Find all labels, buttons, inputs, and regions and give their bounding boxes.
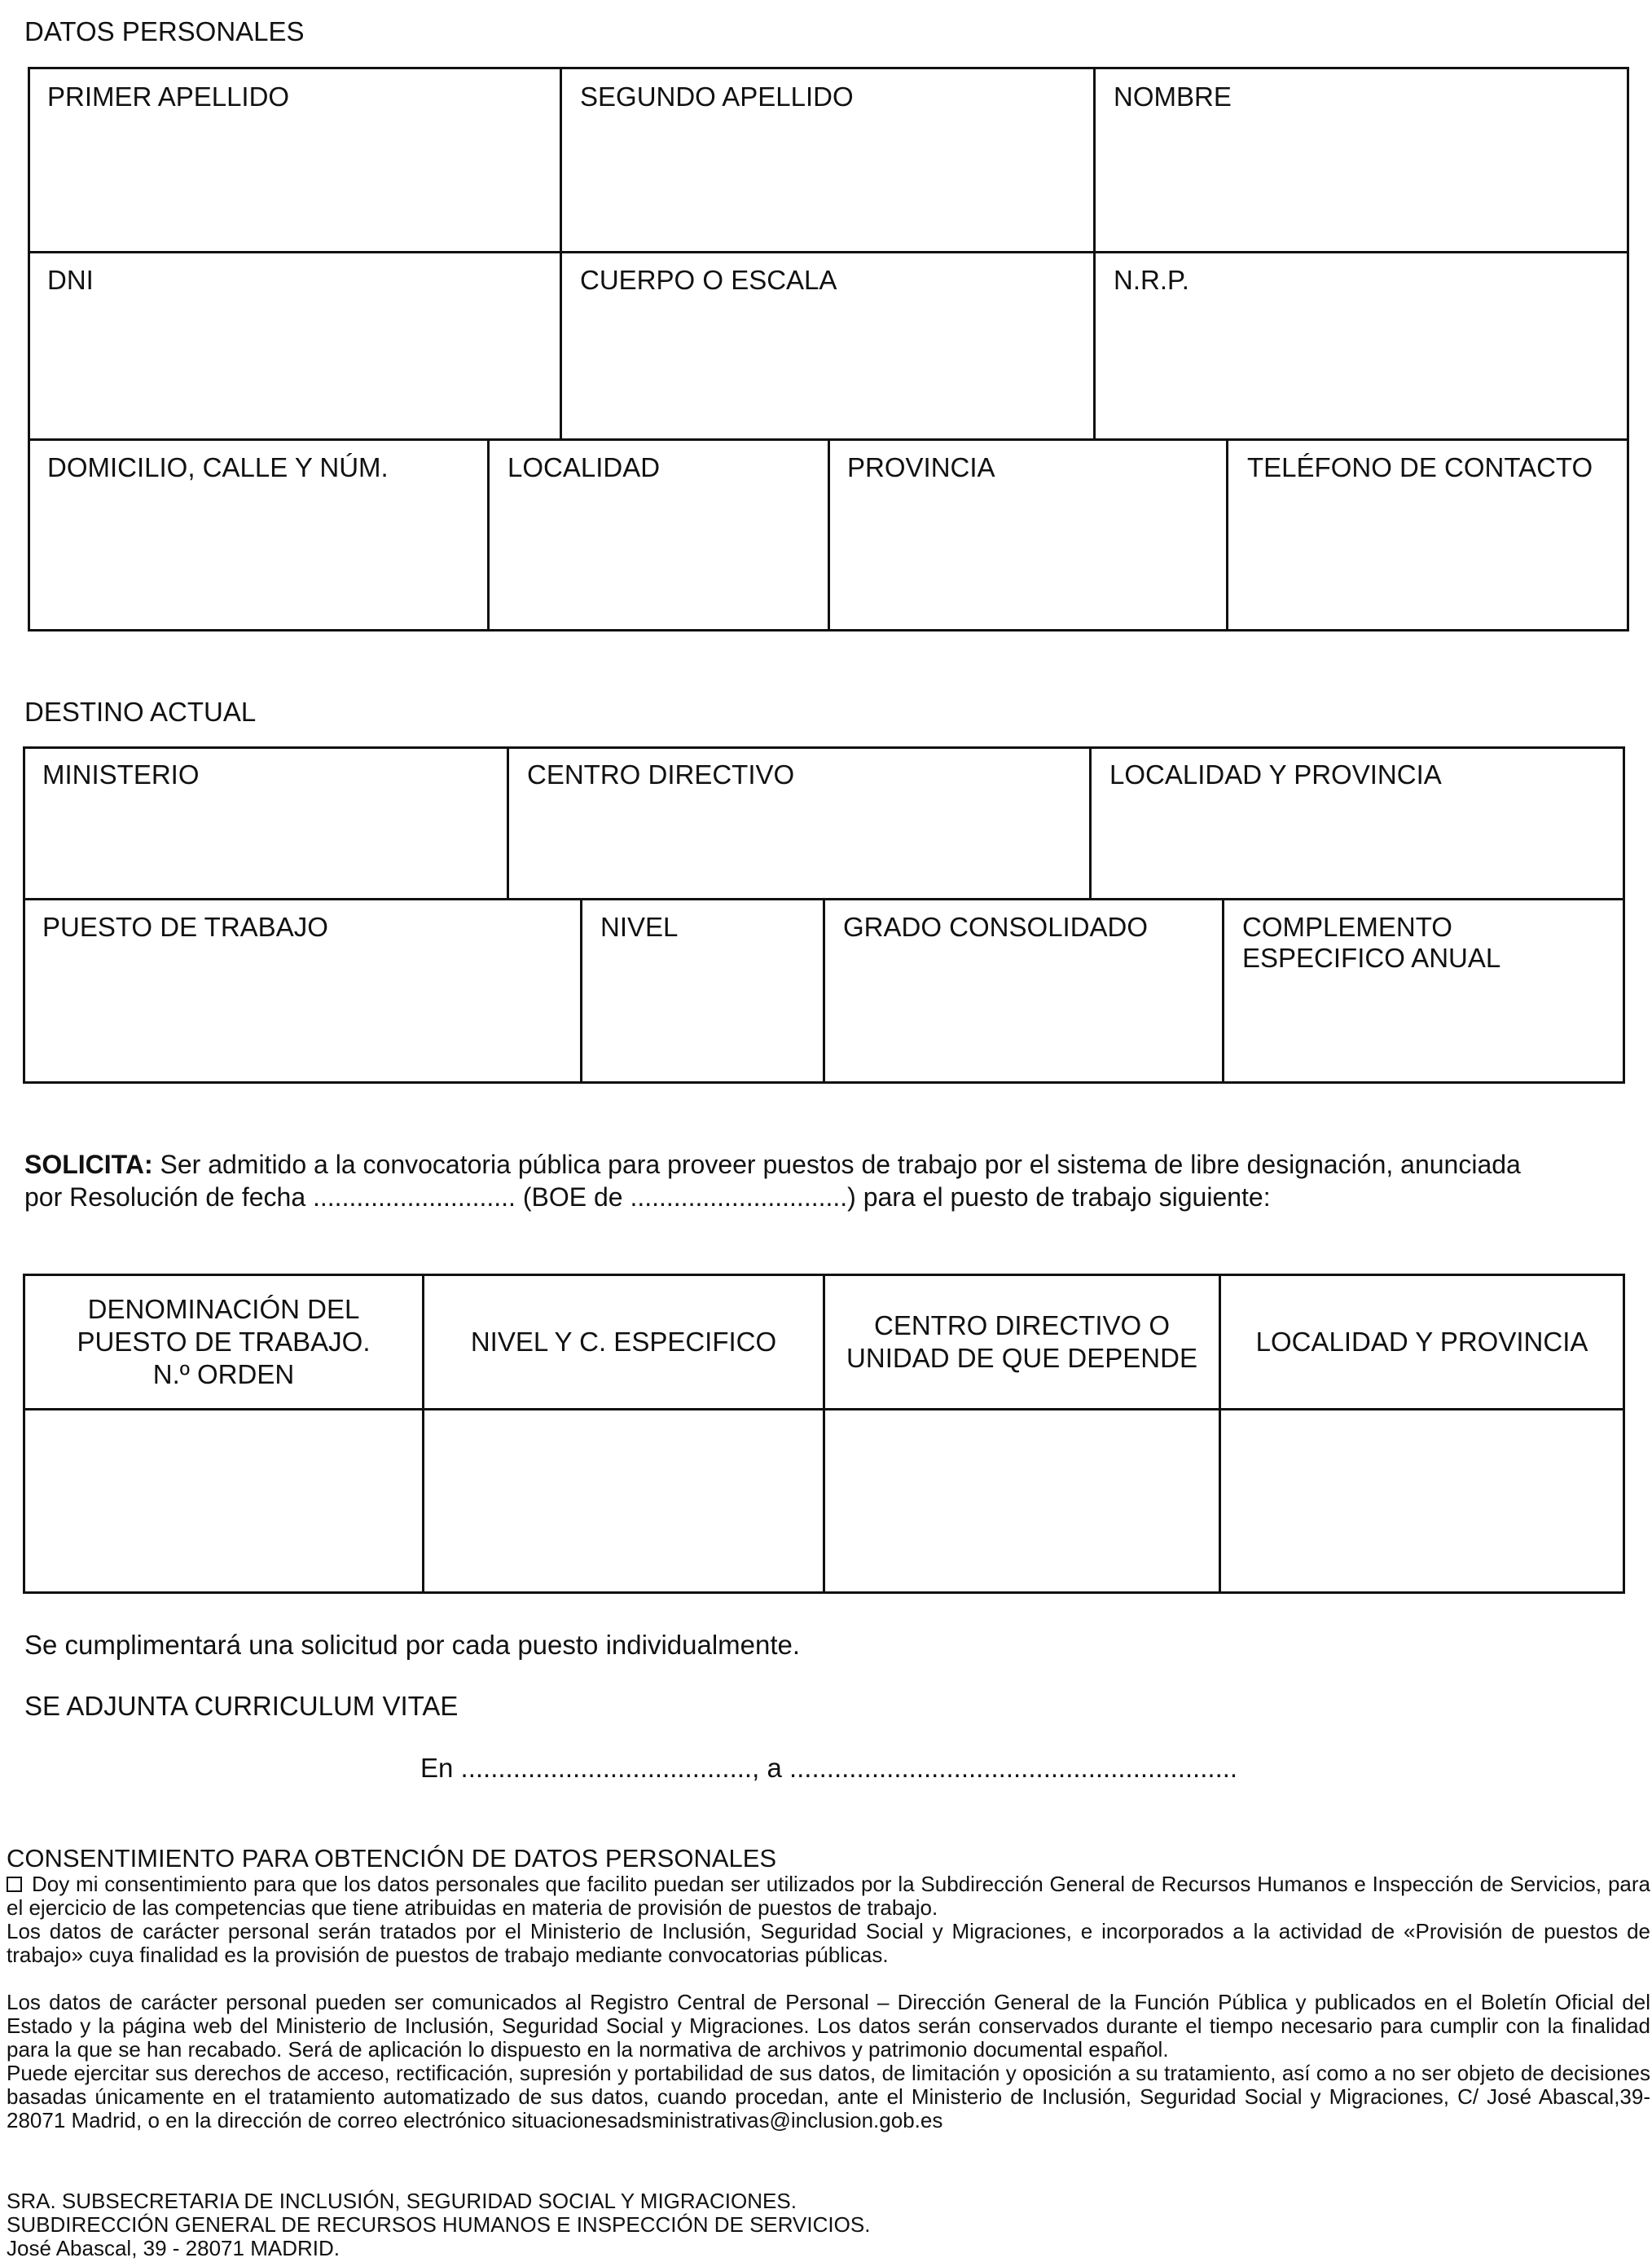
cell-centro-directivo-input[interactable]: [825, 1410, 1219, 1591]
destinatario-line3: José Abascal, 39 - 28071 MADRID.: [7, 2236, 340, 2260]
consent-checkbox[interactable]: [7, 1877, 22, 1892]
solicita-line2: por Resolución de fecha ............................ (BOE de ..............................) para el puesto de trabajo siguiente:: [24, 1182, 1271, 1212]
solicita-paragraph: [24, 1148, 1637, 1213]
consentimiento-comunicacion: Los datos de carácter personal pueden ser comunicados al Registro Central de Personal – Dirección General de la Función Pública y publicados en el Boletín Oficial del Estado y la página web del Ministerio de Inclusión, Seguridad Social y Migraciones. Los datos serán conservados durante el tiempo necesario para cumplir con la finalidad para la que se han recabado. Será de aplicación lo dispuesto en la normativa de archivos y patrimonio documental español.: [7, 1990, 1650, 2062]
consentimiento-tratamiento: Los datos de carácter personal serán tratados por el Ministerio de Inclusión, Seguridad Social y Migraciones, e incorporados a la actividad de «Provisión de puestos de trabajo» cuya finalidad es la provisión de puestos de trabajo mediante convocatorias públicas.: [7, 1919, 1650, 1967]
section-title-destino-actual: DESTINO ACTUAL: [24, 697, 257, 727]
note-individual: Se cumplimentará una solicitud por cada puesto individualmente.: [24, 1630, 801, 1660]
col-header-centro-directivo: CENTRO DIRECTIVO O UNIDAD DE QUE DEPENDE: [846, 1310, 1197, 1373]
field-cuerpo-escala[interactable]: CUERPO O ESCALA: [580, 265, 837, 295]
divider: [828, 438, 830, 632]
field-segundo-apellido[interactable]: SEGUNDO APELLIDO: [580, 81, 854, 112]
destinatario: [7, 2189, 870, 2260]
adjunta-cv: SE ADJUNTA CURRICULUM VITAE: [24, 1691, 459, 1721]
field-dni[interactable]: DNI: [47, 265, 94, 295]
lugar-fecha-line[interactable]: En ......................................., a ............................................................: [420, 1753, 1238, 1783]
destinatario-line1: SRA. SUBSECRETARIA DE INCLUSIÓN, SEGURIDAD SOCIAL Y MIGRACIONES.: [7, 2189, 797, 2213]
field-telefono[interactable]: TELÉFONO DE CONTACTO: [1247, 452, 1593, 482]
col-header-denominacion: DENOMINACIÓN DEL PUESTO DE TRABAJO. N.º ORDEN: [77, 1294, 371, 1389]
field-puesto-trabajo[interactable]: PUESTO DE TRABAJO: [42, 912, 328, 942]
divider: [1222, 898, 1224, 1084]
divider: [1093, 67, 1096, 441]
field-nombre[interactable]: NOMBRE: [1114, 81, 1232, 112]
field-provincia[interactable]: PROVINCIA: [847, 452, 995, 482]
field-nrp[interactable]: N.R.P.: [1114, 265, 1189, 295]
divider: [1089, 746, 1092, 900]
divider: [1226, 438, 1228, 632]
field-grado-consolidado[interactable]: GRADO CONSOLIDADO: [843, 912, 1149, 942]
consentimiento-checkbox-paragraph: [7, 1873, 1650, 1920]
complemento-label-line2: ESPECIFICO ANUAL: [1242, 943, 1501, 973]
field-primer-apellido[interactable]: PRIMER APELLIDO: [47, 81, 290, 112]
section-title-datos-personales: DATOS PERSONALES: [24, 16, 305, 46]
cell-denominacion-input[interactable]: [25, 1410, 422, 1591]
consentimiento-title: CONSENTIMIENTO PARA OBTENCIÓN DE DATOS PERSONALES: [7, 1844, 777, 1873]
divider: [823, 898, 825, 1084]
field-localidad[interactable]: LOCALIDAD: [507, 452, 661, 482]
divider: [560, 67, 562, 441]
col-header-localidad-provincia: LOCALIDAD Y PROVINCIA: [1255, 1327, 1588, 1357]
cell-nivel-especifico-input[interactable]: [424, 1410, 823, 1591]
consentimiento-checkbox-text: Doy mi consentimiento para que los datos personales que facilito puedan ser utilizados por la Subdirección General de Recursos Humanos e Inspección de Servicios, para el ejercicio de las competencias que tiene atribuidas en materia de provisión de puestos de trabajo.: [7, 1872, 1650, 1920]
field-nivel[interactable]: NIVEL: [600, 912, 679, 942]
field-domicilio[interactable]: DOMICILIO, CALLE Y NÚM.: [47, 452, 389, 482]
consentimiento-derechos: Puede ejercitar sus derechos de acceso, rectificación, supresión y portabilidad de sus datos, de limitación y oposición a su tratamiento, así como a no ser objeto de decisiones basadas únicamente en el tratamiento automatizado de sus datos, cuando procedan, ante el Ministerio de Inclusión, Seguridad Social y Migraciones, C/ José Abascal,39-28071 Madrid, o en la dirección de correo electrónico situacionesadsministrativas@inclusion.gob.es: [7, 2061, 1650, 2132]
divider: [487, 438, 490, 632]
col-header-nivel-especifico: NIVEL Y C. ESPECIFICO: [470, 1327, 777, 1357]
field-ministerio[interactable]: MINISTERIO: [42, 759, 200, 790]
solicita-label: SOLICITA:: [24, 1150, 153, 1179]
solicita-line1: Ser admitido a la convocatoria pública para proveer puestos de trabajo por el sistema de libre designación, anunciada: [152, 1150, 1521, 1179]
field-centro-directivo[interactable]: CENTRO DIRECTIVO: [527, 759, 795, 790]
complemento-label-line1: COMPLEMENTO: [1242, 912, 1452, 942]
destinatario-line2: SUBDIRECCIÓN GENERAL DE RECURSOS HUMANOS E INSPECCIÓN DE SERVICIOS.: [7, 2212, 871, 2237]
divider: [507, 746, 509, 900]
cell-localidad-provincia-input[interactable]: [1221, 1410, 1623, 1591]
divider: [28, 251, 1629, 253]
field-complemento-especifico[interactable]: [1242, 912, 1500, 974]
divider: [580, 898, 582, 1084]
field-localidad-provincia[interactable]: LOCALIDAD Y PROVINCIA: [1109, 759, 1442, 790]
